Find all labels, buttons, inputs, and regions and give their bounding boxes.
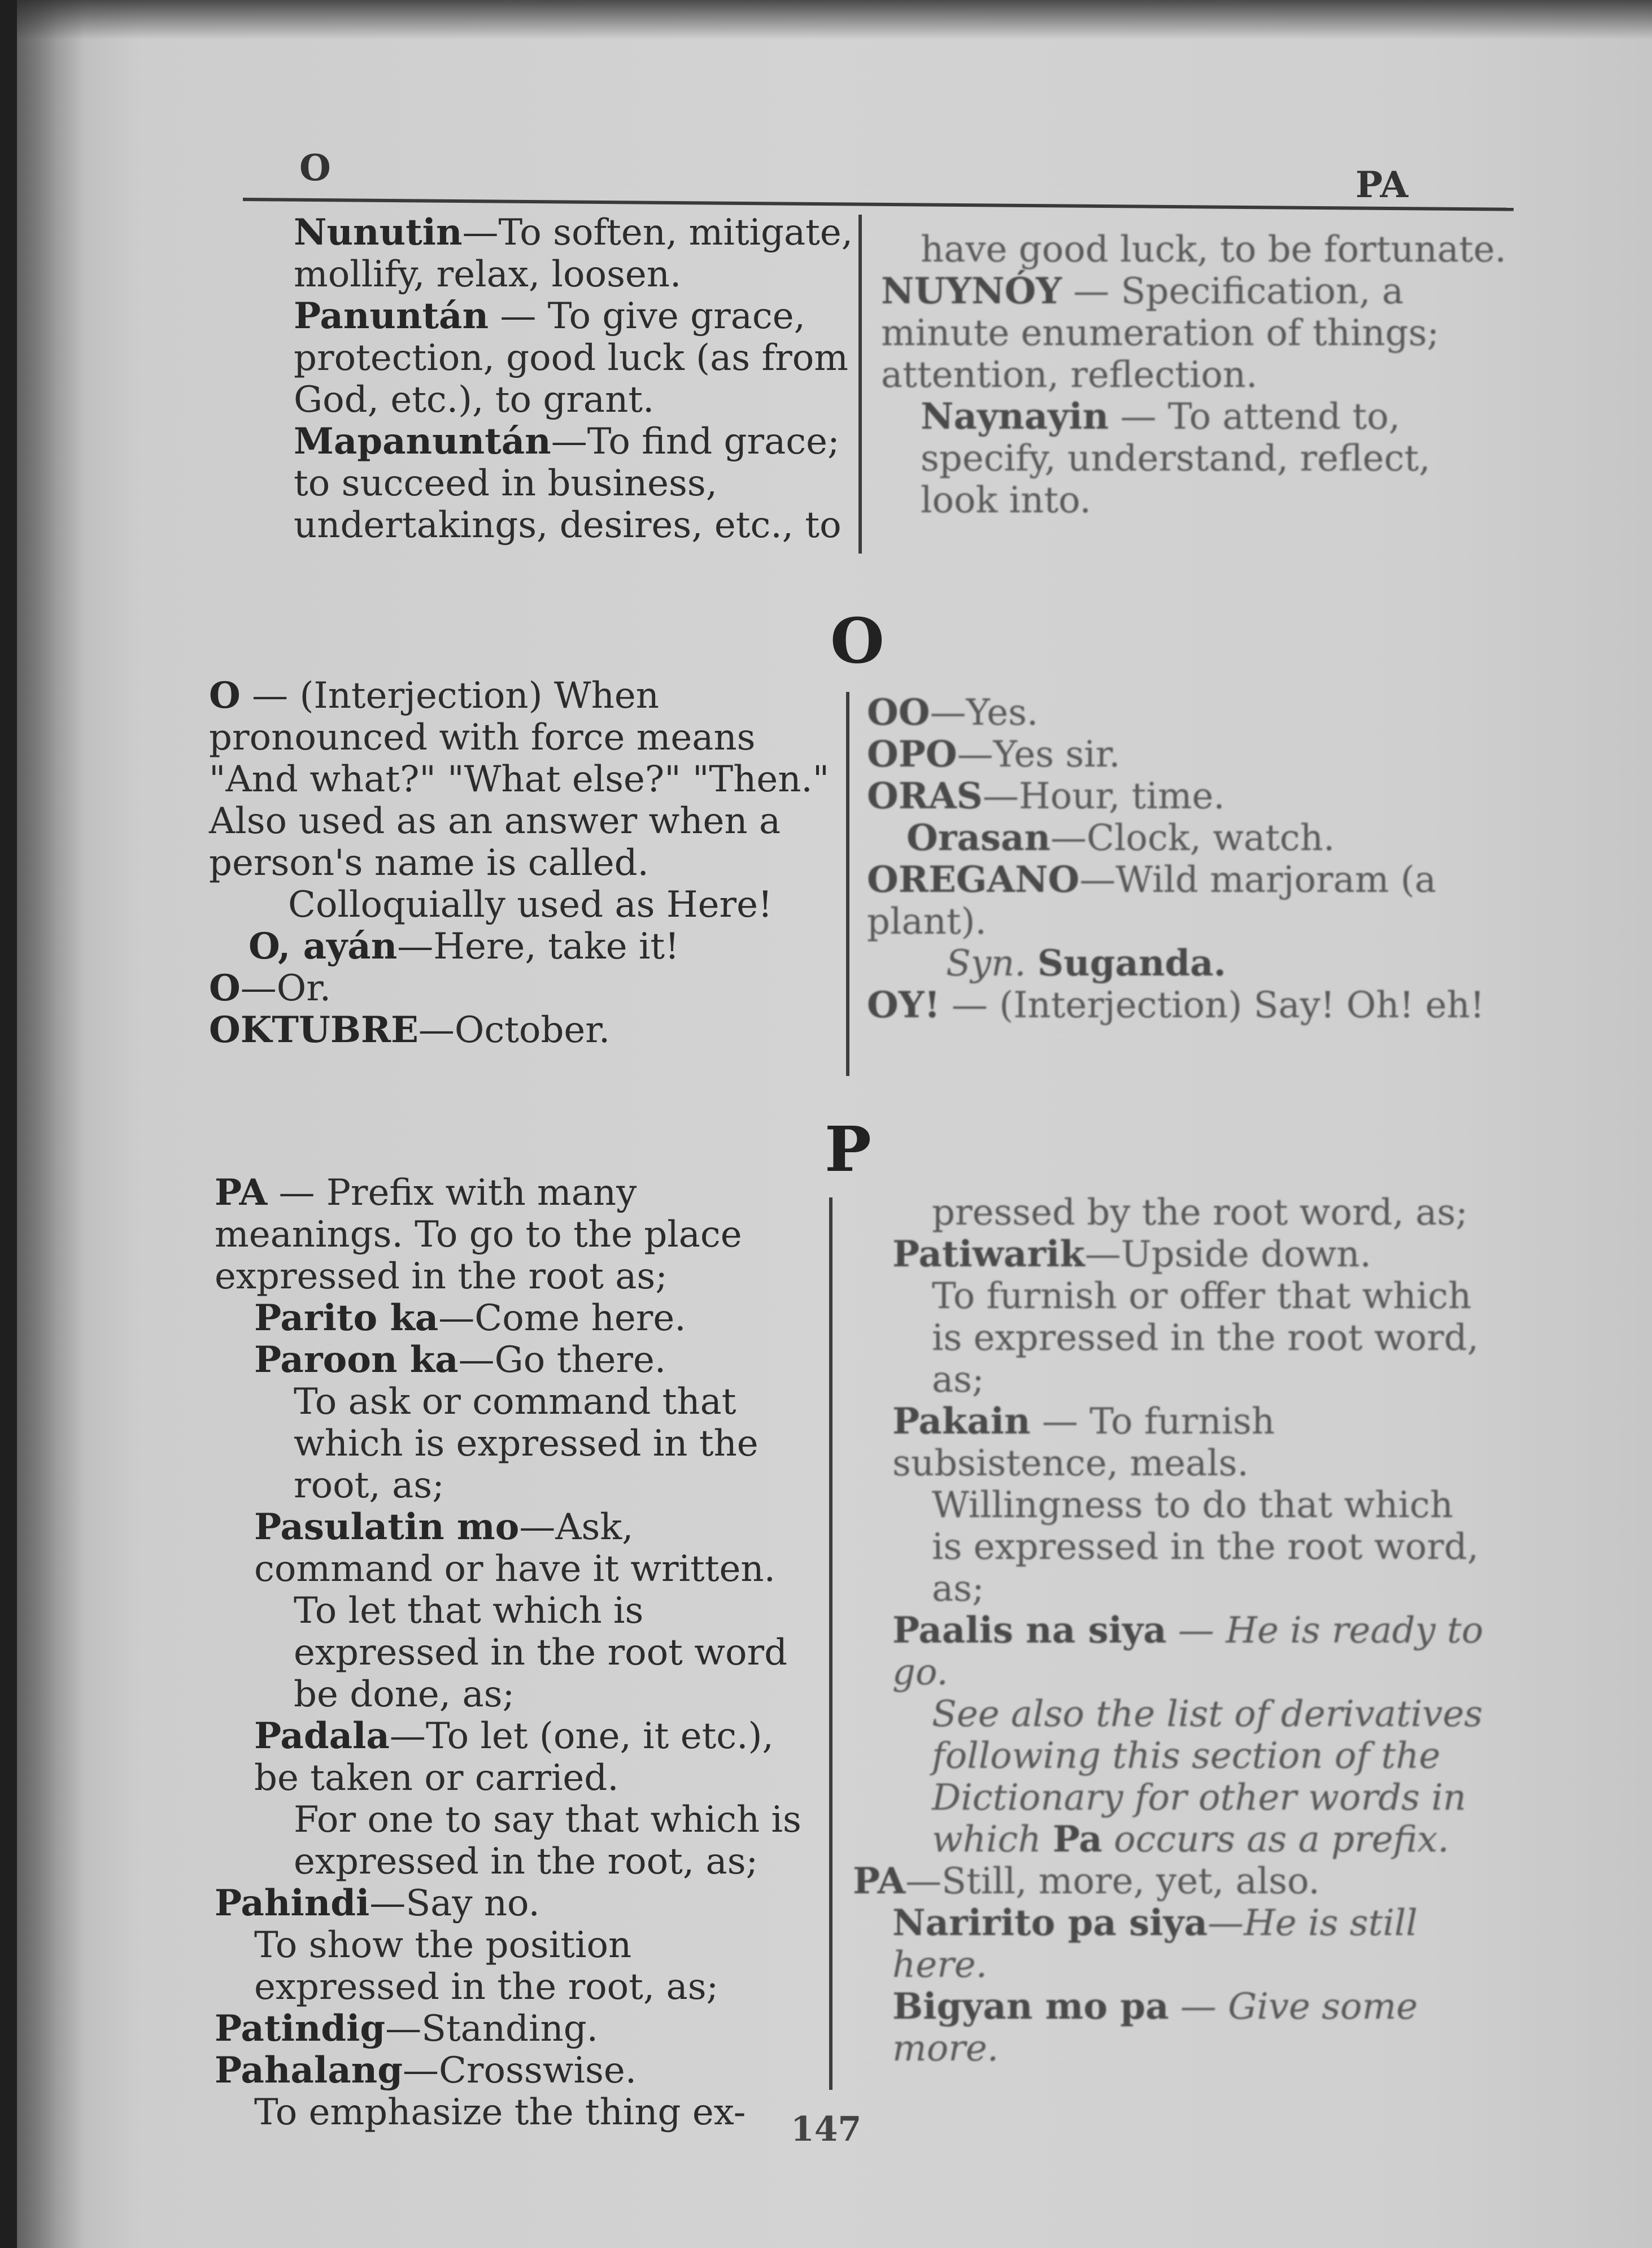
top-left-column (254, 212, 870, 546)
entry-oktubre: OKTUBRE—October. (209, 1009, 611, 1051)
page-number: 147 (791, 2110, 862, 2149)
entry-o-interjection: O — (Interjection) When pronounced with force means "And what?" "What else?" "Then." Also used as an answer when a person's name is called. (209, 674, 830, 884)
p-left-column (215, 1172, 813, 2133)
column-divider-o (846, 692, 849, 1076)
p-right-column (853, 1192, 1491, 2070)
entry-opo: OPO—Yes sir. (867, 733, 1121, 776)
entry-o-or: O—Or. (209, 967, 332, 1009)
entry-oo: OO—Yes. (867, 691, 1039, 734)
column-divider-top (858, 215, 862, 554)
sense-let: To let that which is expressed in the root word be done, as; (294, 1590, 788, 1715)
section-heading-o: O (830, 604, 884, 677)
entry-pakain: Pakain — To furnish subsistence, meals. (892, 1400, 1275, 1484)
entry-oy: OY! — (Interjection) Say! Oh! eh! (867, 984, 1485, 1026)
entry-panuntan: Panuntán — To give grace, protection, good luck (as from God, etc.), to grant. (294, 295, 848, 421)
entry-pa-still: PA—Still, more, yet, also. (853, 1860, 1320, 1902)
column-divider-p (829, 1197, 832, 2090)
dictionary-page (17, 0, 1652, 2248)
entry-oregano: OREGANO—Wild marjoram (a plant). (867, 859, 1436, 943)
entry-patiwarik: Patiwarik—Upside down. (892, 1233, 1371, 1275)
entry-paroon: Paroon ka—Go there. (254, 1339, 666, 1381)
sense-say: For one to say that which is expressed in the root, as; (294, 1799, 801, 1883)
entry-o-colloquial: Colloquially used as Here! (288, 884, 773, 926)
entry-mapanuntan: Mapanuntán—To find grace; to succeed in business, undertakings, desires, etc., to (294, 420, 842, 546)
entry-orasan: Orasan—Clock, watch. (906, 817, 1335, 859)
entry-continuation: have good luck, to be fortunate. (921, 229, 1506, 271)
entry-pasulatin: Pasulatin mo—Ask, command or have it written. (254, 1506, 775, 1590)
top-right-column (881, 229, 1508, 521)
sense-command: To ask or command that which is expressed in the root, as; (294, 1381, 759, 1506)
entry-pahindi: Pahindi—Say no. (215, 1882, 540, 1924)
entry-oras: ORAS—Hour, time. (867, 775, 1225, 817)
entry-nuynoy: NUYNÓY — Specification, a minute enumeration of things; attention, reflection. (881, 270, 1439, 396)
entry-paalis: Paalis na siya — He is ready to go. (892, 1609, 1484, 1693)
entry-naynayin: Naynayin — To attend to, specify, understand, reflect, look into. (921, 395, 1431, 521)
entry-o-ayan: O, ayán—Here, take it! (249, 925, 679, 968)
entry-pahalang: Pahalang—Crosswise. (215, 2049, 637, 2092)
top-edge-shadow (17, 0, 1652, 40)
entry-pa-prefix: PA — Prefix with many meanings. To go to the place expressed in the root as; (215, 1171, 742, 1297)
section-heading-p: P (825, 1113, 871, 1186)
running-header-right: PA (1355, 164, 1409, 206)
o-right-column (867, 692, 1505, 1026)
entry-continuation-p: pressed by the root word, as; (932, 1192, 1468, 1234)
sense-furnish: To furnish or offer that which is expressed in the root word, as; (932, 1275, 1479, 1401)
o-left-column (209, 675, 847, 1051)
entry-oregano-syn: Syn. Suganda. (946, 942, 1226, 984)
sense-emphasize: To emphasize the thing ex- (254, 2092, 746, 2133)
entry-bigyan: Bigyan mo pa — Give some more. (892, 1985, 1418, 2070)
entry-parito: Parito ka—Come here. (254, 1297, 686, 1339)
header-rule (243, 198, 1514, 211)
entry-nunutin: Nunutin—To soften, mitigate, mollify, relax, loosen. (294, 211, 853, 295)
sense-position: To show the position expressed in the root, as; (254, 1924, 719, 2008)
see-also-note: See also the list of derivatives following this section of the Dictionary for other words in which Pa occurs as a prefix. (932, 1693, 1483, 1861)
sense-willingness: Willingness to do that which is expressed in the root word, as; (932, 1484, 1479, 1610)
entry-padala: Padala—To let (one, it etc.), be taken or carried. (254, 1715, 774, 1799)
running-header-left: O (299, 147, 331, 189)
entry-naririto: Naririto pa siya—He is still here. (892, 1902, 1418, 1986)
spine-shadow (17, 0, 85, 2248)
entry-patindig: Patindig—Standing. (215, 2007, 598, 2050)
